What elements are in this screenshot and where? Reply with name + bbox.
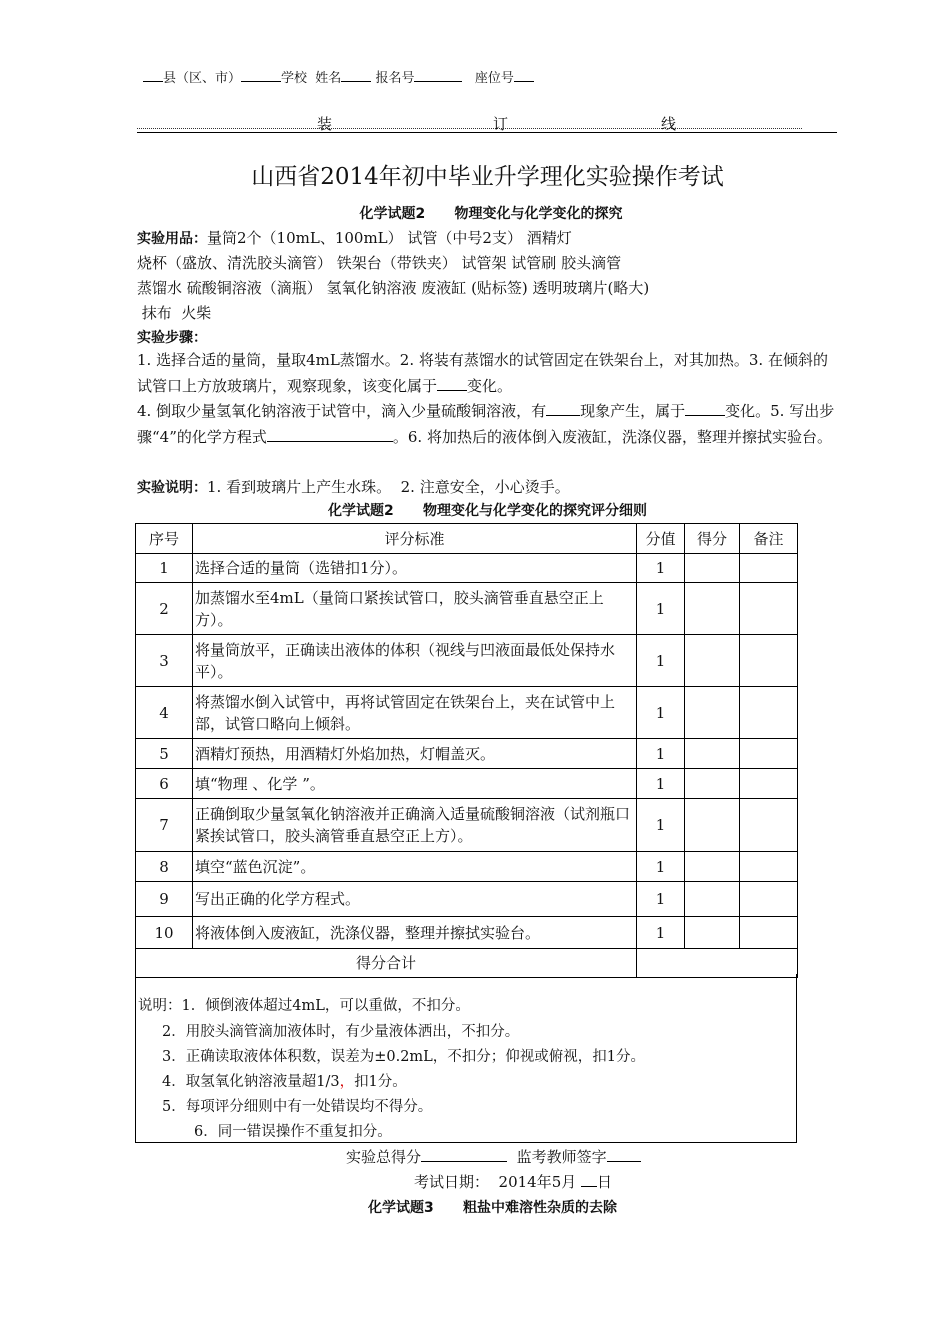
- steps-paragraph-1: [137, 347, 840, 399]
- row-no: 8: [136, 852, 193, 882]
- row-no: 4: [136, 687, 193, 739]
- binding-solid-rule: [137, 132, 837, 133]
- binding-char-2: 订: [493, 115, 509, 133]
- row-no: 6: [136, 769, 193, 799]
- row-standard: 填“物理 、化学 ”。: [193, 769, 637, 799]
- score-cell[interactable]: [685, 583, 740, 635]
- table-row: [136, 769, 798, 799]
- steps-text-2d: 。6. 将加热后的液体倒入废液缸，洗涤仪器，整理并擦拭实验台。: [392, 428, 832, 446]
- remark-4: [162, 1070, 407, 1091]
- school-label: 学校: [281, 71, 308, 86]
- remarks-cell[interactable]: [740, 917, 798, 949]
- table-row: [136, 554, 798, 583]
- notes-label: 实验说明：: [137, 480, 207, 496]
- steps-paragraph-2: [137, 398, 840, 450]
- steps-text-2c: 变化。5. 写出步骤“4”的化学方程式: [137, 402, 835, 446]
- reg-no-label: 报名号: [375, 71, 415, 86]
- row-no: 5: [136, 739, 193, 769]
- test2-heading: 化学试题2 物理变化与化学变化的探究: [359, 206, 623, 222]
- binding-char-1: 装: [317, 115, 333, 133]
- blank-change-type: [437, 376, 467, 391]
- materials-line-2: 烧杯（盛放、清洗胶头滴管） 铁架台（带铁夹） 试管架 试管刷 胶头滴管: [137, 254, 622, 272]
- row-points: 1: [637, 583, 685, 635]
- score-cell[interactable]: [685, 917, 740, 949]
- row-standard: 填空“蓝色沉淀”。: [193, 852, 637, 882]
- steps-text-1b: 变化。: [467, 377, 513, 395]
- row-no: 10: [136, 917, 193, 949]
- binding-dotted-rule: [137, 128, 802, 129]
- remarks-cell[interactable]: [740, 739, 798, 769]
- remarks-cell[interactable]: [740, 882, 798, 917]
- col-header-points: 分值: [637, 524, 685, 554]
- row-no: 7: [136, 799, 193, 852]
- score-cell[interactable]: [685, 769, 740, 799]
- county-label: 县（区、市）: [163, 71, 242, 86]
- score-cell[interactable]: [685, 739, 740, 769]
- table-header-row: [136, 524, 798, 554]
- teacher-sign-blank[interactable]: [607, 1147, 641, 1162]
- remark-6: 6．同一错误操作不重复扣分。: [194, 1124, 392, 1140]
- total-label: 得分合计: [136, 949, 637, 978]
- blank-change-type-2: [685, 401, 725, 416]
- table-row: [136, 799, 798, 852]
- row-points: 1: [637, 882, 685, 917]
- remarks-cell[interactable]: [740, 687, 798, 739]
- score-cell[interactable]: [685, 635, 740, 687]
- table-row: [136, 882, 798, 917]
- table-row: [136, 687, 798, 739]
- remarks-cell[interactable]: [740, 635, 798, 687]
- reg-no-blank: [414, 67, 462, 82]
- materials-line-3: 蒸馏水 硫酸铜溶液（滴瓶） 氢氧化钠溶液 废液缸 (贴标签) 透明玻璃片(略大): [137, 279, 650, 297]
- remark-3: 3．正确读取液体体积数，误差为±0.2mL，不扣分；仰视或俯视，扣1分。: [162, 1049, 646, 1065]
- row-points: 1: [637, 852, 685, 882]
- notes-text: 1. 看到玻璃片上产生水珠。 2. 注意安全，小心烫手。: [207, 478, 570, 496]
- remark-1: 说明：1．倾倒液体超过4mL，可以重做，不扣分。: [138, 998, 470, 1014]
- row-standard: 酒精灯预热，用酒精灯外焰加热，灯帽盖灭。: [193, 739, 637, 769]
- col-header-standard: 评分标准: [193, 524, 637, 554]
- remarks-cell[interactable]: [740, 799, 798, 852]
- table-row: [136, 739, 798, 769]
- total-score-label: 实验总得分: [346, 1148, 422, 1166]
- table-row: [136, 635, 798, 687]
- exam-header-fields: [143, 67, 534, 86]
- seat-no-label: 座位号: [474, 71, 514, 86]
- row-no: 1: [136, 554, 193, 583]
- county-blank: [143, 67, 163, 82]
- scoring-table: [135, 523, 798, 978]
- row-standard: 正确倒取少量氢氧化钠溶液并正确滴入适量硫酸铜溶液（试剂瓶口紧挨试管口，胶头滴管垂直悬空正上方）。: [193, 799, 637, 852]
- scoring-remarks: [135, 974, 797, 1143]
- remark-2: 2．用胶头滴管滴加液体时，有少量液体洒出，不扣分。: [162, 1024, 520, 1040]
- materials-line-1: [137, 227, 572, 248]
- table-row: [136, 917, 798, 949]
- experiment-notes: [137, 476, 570, 497]
- row-points: 1: [637, 554, 685, 583]
- materials-text-1: 量筒2个（10mL、100mL） 试管（中号2支） 酒精灯: [207, 229, 572, 247]
- score-cell[interactable]: [685, 882, 740, 917]
- binding-line: [137, 113, 837, 133]
- row-standard: 将量筒放平，正确读出液体的体积（视线与凹液面最低处保持水平）。: [193, 635, 637, 687]
- remarks-cell[interactable]: [740, 852, 798, 882]
- steps-label: 实验步骤：: [137, 330, 207, 346]
- steps-text-2b: 现象产生，属于: [580, 402, 686, 420]
- col-header-no: 序号: [136, 524, 193, 554]
- test3-heading: 化学试题3 粗盐中难溶性杂质的去除: [368, 1200, 617, 1216]
- row-standard: 选择合适的量筒（选错扣1分）。: [193, 554, 637, 583]
- row-points: 1: [637, 799, 685, 852]
- remarks-cell[interactable]: [740, 769, 798, 799]
- seat-no-blank: [514, 67, 534, 82]
- name-blank: [341, 67, 371, 82]
- binding-char-3: 线: [661, 115, 677, 133]
- row-no: 9: [136, 882, 193, 917]
- row-points: 1: [637, 635, 685, 687]
- exam-date-line: [414, 1171, 612, 1192]
- row-no: 3: [136, 635, 193, 687]
- remarks-cell[interactable]: [740, 554, 798, 583]
- remark-4-comma: ，: [339, 1074, 355, 1090]
- row-no: 2: [136, 583, 193, 635]
- steps-text-2a: 4. 倒取少量氢氧化钠溶液于试管中，滴入少量硫酸铜溶液，有: [137, 402, 547, 420]
- remark-5: 5．每项评分细则中有一处错误均不得分。: [162, 1099, 433, 1115]
- exam-date-label: 考试日期： 2014年5月: [414, 1173, 582, 1191]
- row-points: 1: [637, 687, 685, 739]
- row-standard: 写出正确的化学方程式。: [193, 882, 637, 917]
- remark-4-text: 4．取氢氧化钠溶液量超1/3: [162, 1074, 340, 1090]
- school-blank: [241, 67, 281, 82]
- remark-4-deduction: 扣1分。: [354, 1074, 407, 1090]
- score-cell[interactable]: [685, 687, 740, 739]
- exam-day-suffix: 日: [597, 1173, 613, 1191]
- row-points: 1: [637, 917, 685, 949]
- row-points: 1: [637, 739, 685, 769]
- materials-line-4: 抹布 火柴: [137, 304, 212, 322]
- page-title: 山西省2014年初中毕业升学理化实验操作考试: [251, 164, 724, 190]
- col-header-remarks: 备注: [740, 524, 798, 554]
- steps-text-1a: 1. 选择合适的量筒，量取4mL蒸馏水。2. 将装有蒸馏水的试管固定在铁架台上，对其加热。3. 在倾斜的试管口上方放玻璃片，观察现象，该变化属于: [137, 351, 828, 395]
- remarks-cell[interactable]: [740, 583, 798, 635]
- signature-line: [346, 1146, 641, 1167]
- total-score-blank[interactable]: [421, 1147, 507, 1162]
- teacher-sign-label: 监考教师签字: [516, 1148, 607, 1166]
- col-header-score: 得分: [685, 524, 740, 554]
- blank-equation: [267, 427, 393, 442]
- score-cell[interactable]: [685, 554, 740, 583]
- row-standard: 将液体倒入废液缸，洗涤仪器，整理并擦拭实验台。: [193, 917, 637, 949]
- row-standard: 加蒸馏水至4mL（量筒口紧挨试管口，胶头滴管垂直悬空正上方）。: [193, 583, 637, 635]
- blank-phenomenon: [546, 401, 580, 416]
- table-row: [136, 583, 798, 635]
- table-row: [136, 852, 798, 882]
- name-label: 姓名: [315, 71, 342, 86]
- materials-label: 实验用品：: [137, 231, 207, 247]
- row-points: 1: [637, 769, 685, 799]
- score-cell[interactable]: [685, 852, 740, 882]
- exam-day-blank[interactable]: [581, 1172, 597, 1187]
- row-standard: 将蒸馏水倒入试管中，再将试管固定在铁架台上，夹在试管中上部，试管口略向上倾斜。: [193, 687, 637, 739]
- rubric-heading: 化学试题2 物理变化与化学变化的探究评分细则: [328, 503, 647, 519]
- score-cell[interactable]: [685, 799, 740, 852]
